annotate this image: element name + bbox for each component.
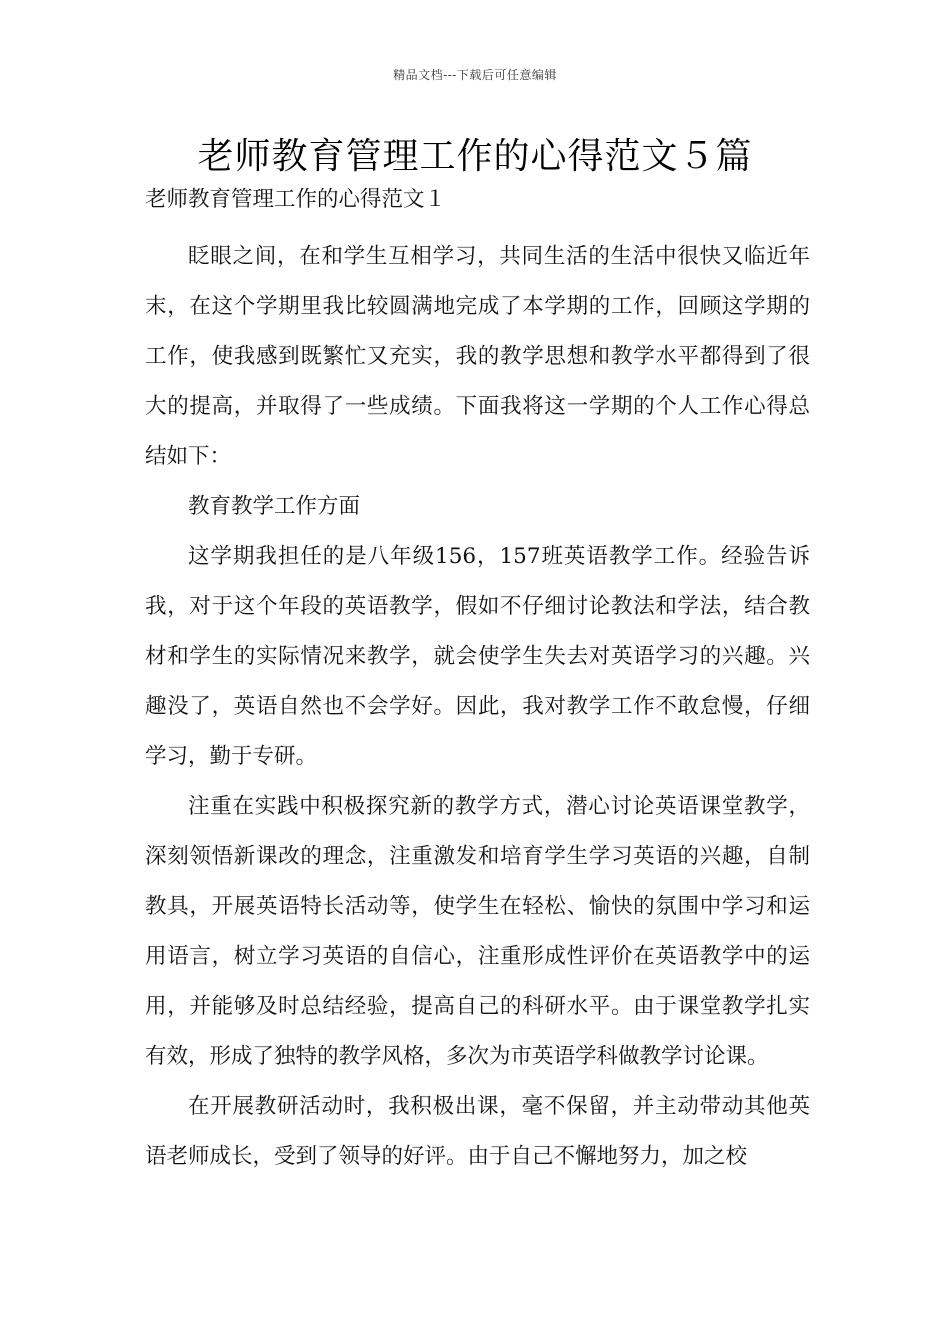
document-title: 老师教育管理工作的心得范文５篇 bbox=[197, 136, 753, 177]
paragraph-3: 注重在实践中积极探究新的教学方式，潜心讨论英语课堂教学，深刻领悟新课改的理念，注重激发和培育学生学习英语的兴趣，自制教具，开展英语特长活动等，使学生在轻松、愉快的氛围中学习和运用语言，树立学习英语的自信心，注重形成性评价在英语教学中的运用，并能够及时总结经验，提高自己的科研水平。由于课堂教学扎实有效，形成了独特的教学风格，多次为市英语学科做教学讨论课。 bbox=[145, 794, 810, 1069]
paragraph-4: 在开展教研活动时，我积极出课，毫不保留，并主动带动其他英语老师成长，受到了领导的好评。由于自己不懈地努力，加之校 bbox=[145, 1094, 810, 1169]
document-body bbox=[145, 182, 810, 1182]
paragraph-1: 眨眼之间，在和学生互相学习，共同生活的生活中很快又临近年末，在这个学期里我比较圆满地完成了本学期的工作，回顾这学期的工作，使我感到既繁忙又充实，我的教学思想和教学水平都得到了很大的提高，并取得了一些成绩。下面我将这一学期的个人工作心得总结如下： bbox=[145, 244, 810, 469]
section-subtitle: 老师教育管理工作的心得范文１ bbox=[145, 187, 447, 212]
page-header: 精品文档---下载后可任意编辑 bbox=[393, 68, 557, 82]
paragraph-2: 这学期我担任的是八年级156，157班英语教学工作。经验告诉我，对于这个年段的英语教学，假如不仔细讨论教法和学法，结合教材和学生的实际情况来教学，就会使学生失去对英语学习的兴趣。兴趣没了，英语自然也不会学好。因此，我对教学工作不敢怠慢，仔细学习，勤于专研。 bbox=[145, 544, 810, 769]
section-heading: 教育教学工作方面 bbox=[188, 494, 361, 519]
